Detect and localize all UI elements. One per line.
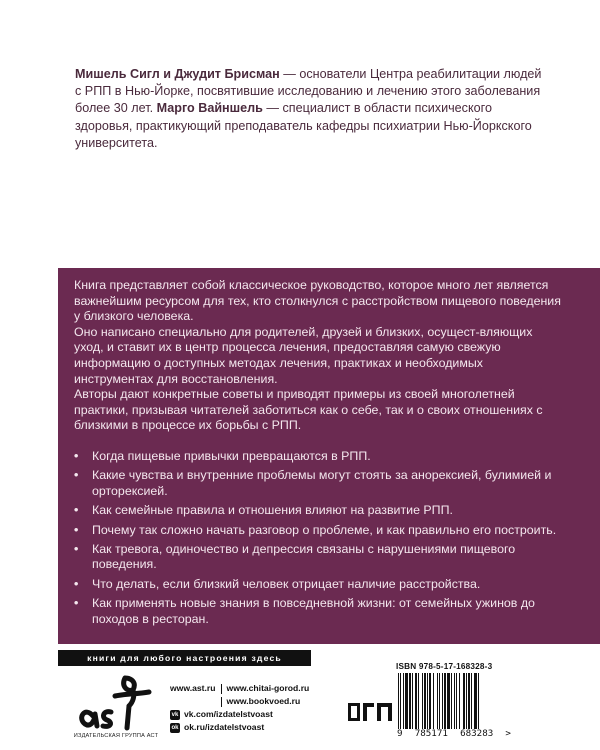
- vk-link[interactable]: vk.com/izdatelstvoast: [184, 709, 273, 719]
- site-bookvoed-link[interactable]: www.bookvoed.ru: [226, 696, 301, 706]
- bullet-marker: •: [74, 576, 79, 591]
- list-item: [74, 577, 564, 592]
- list-item: [74, 449, 564, 464]
- list-item-text: Как семейные правила и отношения влияют на развитие РПП.: [92, 503, 453, 518]
- list-item: [74, 596, 564, 627]
- isbn-text: ISBN 978-5-17-168328-3: [396, 662, 493, 671]
- barcode-digit-group: 9: [397, 728, 403, 739]
- barcode-digits: [397, 728, 511, 739]
- list-item: [74, 503, 564, 518]
- ok-link[interactable]: ok.ru/izdatelstvoast: [184, 722, 265, 732]
- description-paragraph: Книга представляет собой классическое руководство, которое много лет является важнейшим ресурсом для тех, кто столкнулся с расстройством пищевого поведения у близкого человека.: [74, 278, 561, 324]
- list-item: [74, 523, 564, 538]
- list-item-text: Почему так сложно начать разговор о проблеме, и как правильно его построить.: [92, 522, 557, 537]
- divider: [221, 684, 222, 694]
- barcode-digit-group: 683283: [460, 728, 494, 739]
- key-points-list: [74, 449, 564, 631]
- authors-text-2: — специалист в области психического здоровья, практикующий преподаватель кафедры психиатрии Нью-Йоркского университета.: [75, 101, 532, 150]
- ast-logo: [75, 672, 160, 732]
- description-text: [74, 278, 564, 434]
- publisher-logo-icon: [346, 701, 396, 723]
- list-item: [74, 468, 564, 499]
- odnoklassniki-icon: ok: [171, 724, 179, 731]
- publisher-links: [170, 682, 340, 734]
- site-ast-link[interactable]: www.ast.ru: [170, 683, 216, 693]
- authors-bio: [75, 66, 545, 152]
- slogan-banner: книги для любого настроения здесь: [58, 650, 311, 666]
- description-panel: [58, 268, 600, 644]
- divider: [221, 697, 222, 707]
- authors-names-2: Марго Вайншель: [156, 101, 263, 116]
- site-chitai-link[interactable]: www.chitai-gorod.ru: [226, 683, 310, 693]
- bullet-marker: •: [74, 542, 79, 557]
- vk-icon: vk: [171, 711, 179, 718]
- list-item-text: Что делать, если близкий человек отрицает наличие расстройства.: [92, 576, 481, 591]
- ast-caption: ИЗДАТЕЛЬСКАЯ ГРУППА АСТ: [73, 733, 159, 739]
- bullet-marker: •: [74, 522, 79, 537]
- bullet-marker: •: [74, 468, 79, 483]
- bullet-marker: •: [74, 449, 79, 463]
- bullet-marker: •: [74, 503, 79, 518]
- list-item-text: Когда пищевые привычки превращаются в РПП.: [92, 449, 371, 463]
- authors-names-1: Мишель Сигл и Джудит Брисман: [75, 67, 280, 81]
- description-paragraph: Оно написано специально для родителей, друзей и близких, осущест-вляющих уход, и ставит их в центр процесса лечения, предоставляя самую свежую информацию о доступных методах лечения, практиках и необходимых инструментах для восстановления.: [74, 324, 533, 386]
- list-item-text: Какие чувства и внутренние проблемы могут стоять за анорексией, булимией и орторексией.: [92, 468, 552, 498]
- barcode-digit-group: >: [505, 728, 511, 739]
- list-item-text: Как тревога, одиночество и депрессия связаны с нарушениями пищевого поведения.: [92, 542, 516, 572]
- list-item: [74, 542, 564, 573]
- list-item-text: Как применять новые знания в повседневной жизни: от семейных ужинов до походов в ресторан.: [92, 596, 535, 626]
- description-paragraph: Авторы дают конкретные советы и приводят примеры из своей многолетней практики, призывая читателей заботиться как о себе, так и о своих отношениях с близкими в процессе их борьбы с РПП.: [74, 387, 543, 433]
- barcode-icon: [396, 673, 508, 729]
- authors-text-1: — основатели Центра реабилитации людей с РПП в Нью-Йорке, посвятившие исследованию и лечению этого заболевания более 30 лет.: [75, 67, 542, 116]
- barcode-digit-group: 785171: [414, 728, 448, 739]
- bullet-marker: •: [74, 596, 79, 611]
